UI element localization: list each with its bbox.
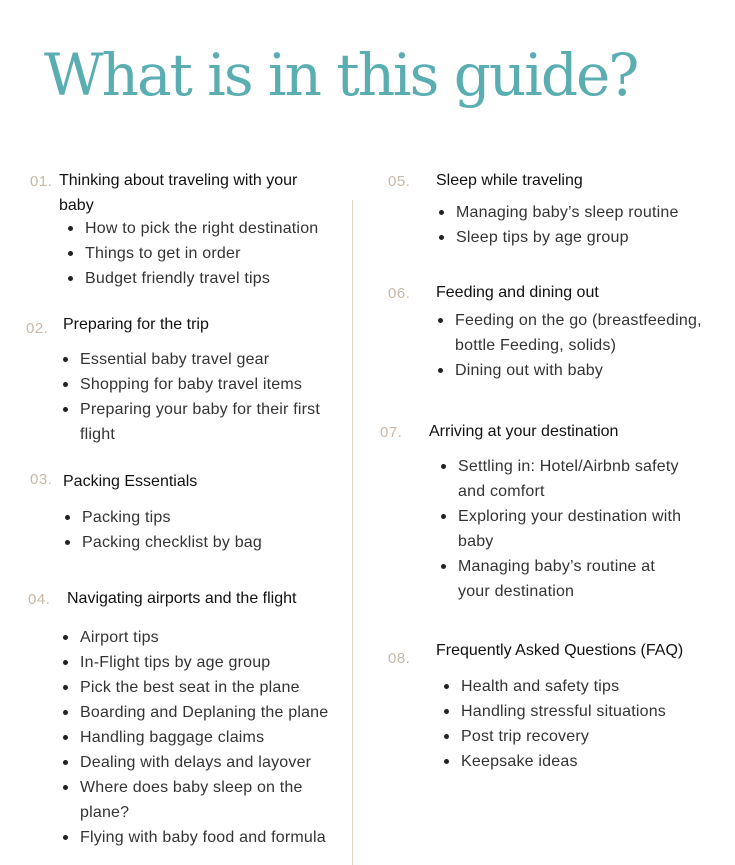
section-number: 04. — [28, 591, 51, 608]
list-item: Packing tips — [60, 505, 340, 530]
section-title: Preparing for the trip — [63, 316, 209, 333]
list-item: How to pick the right destination — [63, 216, 343, 241]
page-title: What is in this guide? — [44, 41, 638, 109]
list-item: Pick the best seat in the plane — [58, 675, 348, 700]
list-item: Dining out with baby — [433, 358, 718, 383]
list-item: Settling in: Hotel/Airbnb safety and comfort — [436, 454, 706, 504]
list-item: Managing baby’s sleep routine — [434, 200, 724, 225]
section-number: 05. — [388, 173, 411, 190]
list-item: Preparing your baby for their first flight — [58, 397, 343, 447]
section-number: 02. — [26, 320, 49, 337]
list-item: Budget friendly travel tips — [63, 266, 343, 291]
section-title: Navigating airports and the flight — [67, 590, 297, 607]
section-items — [436, 454, 706, 604]
list-item: Handling stressful situations — [439, 699, 724, 724]
section-items — [58, 625, 348, 850]
section-number: 07. — [380, 424, 403, 441]
section-title: Thinking about traveling with your baby — [59, 172, 298, 214]
list-item: Keepsake ideas — [439, 749, 724, 774]
list-item: Packing checklist by bag — [60, 530, 340, 555]
section-items — [60, 505, 340, 555]
list-item: Managing baby’s routine at your destination — [436, 554, 678, 604]
section-title: Arriving at your destination — [429, 423, 619, 440]
section-title: Frequently Asked Questions (FAQ) — [436, 642, 684, 659]
list-item: Health and safety tips — [439, 674, 724, 699]
section-items — [433, 308, 718, 383]
list-item: Essential baby travel gear — [58, 347, 343, 372]
list-item: Boarding and Deplaning the plane — [58, 700, 348, 725]
list-item: Feeding on the go (breastfeeding, bottle Feeding, solids) — [433, 308, 718, 358]
column-divider — [352, 200, 353, 865]
list-item: Shopping for baby travel items — [58, 372, 343, 397]
section-items — [439, 674, 724, 774]
list-item: In-Flight tips by age group — [58, 650, 348, 675]
list-item: Airport tips — [58, 625, 348, 650]
section-items — [434, 200, 724, 250]
section-number: 03. — [30, 471, 53, 488]
list-item: Sleep tips by age group — [434, 225, 724, 250]
section-items — [63, 216, 343, 291]
list-item: Dealing with delays and layover — [58, 750, 348, 775]
section-number: 08. — [388, 650, 411, 667]
section-title: Sleep while traveling — [436, 172, 583, 189]
list-item: Things to get in order — [63, 241, 343, 266]
section-number: 06. — [388, 285, 411, 302]
list-item: Where does baby sleep on the plane? — [58, 775, 310, 825]
section-number: 01. — [30, 173, 53, 190]
list-item: Handling baggage claims — [58, 725, 348, 750]
section-title: Feeding and dining out — [436, 284, 599, 301]
section-items — [58, 347, 343, 447]
section-title: Packing Essentials — [63, 473, 198, 490]
list-item: Flying with baby food and formula — [58, 825, 348, 850]
list-item: Post trip recovery — [439, 724, 724, 749]
list-item: Exploring your destination with baby — [436, 504, 706, 554]
